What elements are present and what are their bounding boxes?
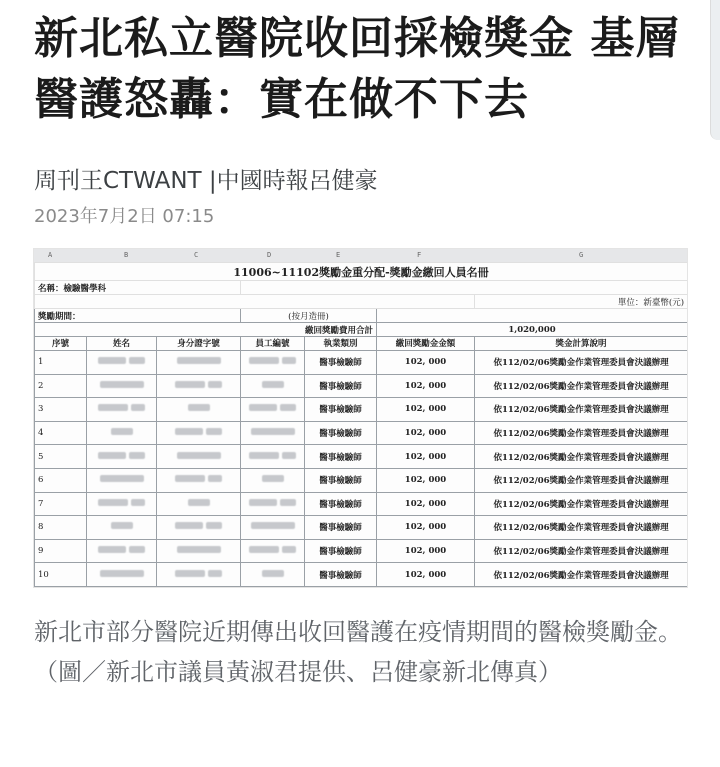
scrollbar[interactable] — [710, 0, 720, 140]
table-row — [35, 492, 688, 516]
col-letter: B — [124, 251, 129, 259]
redacted-staff-no — [241, 492, 305, 516]
period-note: (按月造冊) — [241, 309, 377, 323]
row-number: 5 — [35, 445, 87, 469]
redaction-blur — [249, 357, 279, 364]
redaction-blur — [175, 522, 203, 529]
row-number: 9 — [35, 539, 87, 563]
redaction-blur — [249, 546, 279, 553]
image-caption: 新北市部分醫院近期傳出收回醫護在疫情期間的醫檢獎勵金。（圖／新北市議員黃淑君提供、呂健豪新北傳真） — [34, 618, 682, 686]
table-row — [35, 374, 688, 398]
redacted-name — [87, 398, 157, 422]
practice-type: 醫事檢驗師 — [305, 350, 377, 374]
redaction-blur — [175, 381, 205, 388]
redacted-id — [157, 492, 241, 516]
unit-label: 單位：新臺幣(元) — [475, 295, 688, 309]
calc-note: 依112/02/06獎勵金作業管理委員會決議辦理 — [475, 421, 688, 445]
redacted-name — [87, 492, 157, 516]
redaction-blur — [175, 428, 203, 435]
header-cell: 身分證字號 — [157, 336, 241, 350]
redaction-blur — [249, 404, 277, 411]
redaction-blur — [251, 428, 295, 435]
redaction-blur — [98, 452, 126, 459]
return-amount: 102, 000 — [377, 445, 475, 469]
redaction-blur — [262, 570, 284, 577]
row-number: 1 — [35, 350, 87, 374]
article-headline: 新北私立醫院收回採檢獎金 基層醫護怒轟：實在做不下去 — [34, 13, 681, 125]
redaction-blur — [249, 499, 277, 506]
calc-note: 依112/02/06獎勵金作業管理委員會決議辦理 — [475, 468, 688, 492]
header-cell: 姓名 — [87, 336, 157, 350]
redacted-name — [87, 563, 157, 587]
redacted-id — [157, 374, 241, 398]
redacted-name — [87, 445, 157, 469]
col-letter: G — [579, 251, 584, 259]
redaction-blur — [251, 522, 295, 529]
redaction-blur — [100, 381, 144, 388]
redaction-blur — [262, 381, 284, 388]
calc-note: 依112/02/06獎勵金作業管理委員會決議辦理 — [475, 374, 688, 398]
col-letter: D — [267, 251, 272, 259]
calc-note: 依112/02/06獎勵金作業管理委員會決議辦理 — [475, 492, 688, 516]
redacted-staff-no — [241, 398, 305, 422]
header-cell: 執業類別 — [305, 336, 377, 350]
practice-type: 醫事檢驗師 — [305, 374, 377, 398]
redacted-id — [157, 516, 241, 540]
redaction-blur — [177, 546, 221, 553]
redaction-blur — [175, 475, 205, 482]
redaction-blur — [208, 475, 222, 482]
redacted-id — [157, 421, 241, 445]
redaction-blur — [280, 499, 296, 506]
header-cell: 獎金計算說明 — [475, 336, 688, 350]
redacted-staff-no — [241, 374, 305, 398]
redacted-name — [87, 468, 157, 492]
table-row — [35, 563, 688, 587]
header-cell: 繳回獎勵金金額 — [377, 336, 475, 350]
redaction-blur — [175, 570, 205, 577]
redaction-blur — [208, 381, 222, 388]
table-row — [35, 398, 688, 422]
redaction-blur — [111, 428, 133, 435]
redaction-blur — [282, 357, 296, 364]
return-amount: 102, 000 — [377, 350, 475, 374]
redaction-blur — [208, 570, 222, 577]
redaction-blur — [98, 499, 128, 506]
redaction-blur — [100, 570, 144, 577]
redacted-staff-no — [241, 516, 305, 540]
redaction-blur — [188, 499, 210, 506]
practice-type: 醫事檢驗師 — [305, 492, 377, 516]
row-number: 3 — [35, 398, 87, 422]
table-row — [35, 516, 688, 540]
redaction-blur — [188, 404, 210, 411]
redaction-blur — [129, 452, 145, 459]
total-value: 1,020,000 — [377, 323, 688, 337]
period-label: 獎勵期間： — [35, 309, 241, 323]
row-number: 7 — [35, 492, 87, 516]
row-number: 8 — [35, 516, 87, 540]
sheet-title: 11006~11102獎勵金重分配-獎勵金繳回人員名冊 — [35, 263, 688, 281]
table-row — [35, 468, 688, 492]
reward-return-table — [34, 262, 688, 587]
col-letter: A — [48, 251, 53, 259]
redacted-id — [157, 563, 241, 587]
practice-type: 醫事檢驗師 — [305, 421, 377, 445]
calc-note: 依112/02/06獎勵金作業管理委員會決議辦理 — [475, 563, 688, 587]
redacted-id — [157, 350, 241, 374]
col-letter: E — [336, 251, 341, 259]
table-row — [35, 539, 688, 563]
redacted-staff-no — [241, 563, 305, 587]
redacted-id — [157, 398, 241, 422]
practice-type: 醫事檢驗師 — [305, 445, 377, 469]
redaction-blur — [280, 404, 296, 411]
practice-type: 醫事檢驗師 — [305, 398, 377, 422]
row-number: 10 — [35, 563, 87, 587]
return-amount: 102, 000 — [377, 398, 475, 422]
redacted-name — [87, 350, 157, 374]
redaction-blur — [249, 452, 279, 459]
practice-type: 醫事檢驗師 — [305, 468, 377, 492]
redacted-name — [87, 374, 157, 398]
redaction-blur — [177, 452, 221, 459]
table-row — [35, 421, 688, 445]
redaction-blur — [206, 522, 222, 529]
practice-type: 醫事檢驗師 — [305, 539, 377, 563]
practice-type: 醫事檢驗師 — [305, 563, 377, 587]
redacted-staff-no — [241, 445, 305, 469]
redacted-staff-no — [241, 468, 305, 492]
calc-note: 依112/02/06獎勵金作業管理委員會決議辦理 — [475, 445, 688, 469]
redacted-id — [157, 445, 241, 469]
redacted-staff-no — [241, 350, 305, 374]
redacted-id — [157, 539, 241, 563]
article-image[interactable] — [33, 248, 688, 588]
publish-date: 2023年7月2日 07:15 — [34, 206, 215, 227]
redaction-blur — [177, 357, 221, 364]
return-amount: 102, 000 — [377, 468, 475, 492]
calc-note: 依112/02/06獎勵金作業管理委員會決議辦理 — [475, 516, 688, 540]
table-row — [35, 445, 688, 469]
spreadsheet-column-header — [34, 249, 687, 263]
calc-note: 依112/02/06獎勵金作業管理委員會決議辦理 — [475, 398, 688, 422]
return-amount: 102, 000 — [377, 539, 475, 563]
practice-type: 醫事檢驗師 — [305, 516, 377, 540]
redacted-name — [87, 516, 157, 540]
redaction-blur — [111, 522, 133, 529]
redacted-name — [87, 539, 157, 563]
dept-label: 名稱：檢驗醫學科 — [35, 281, 241, 295]
row-number: 4 — [35, 421, 87, 445]
redaction-blur — [100, 475, 144, 482]
return-amount: 102, 000 — [377, 421, 475, 445]
redacted-name — [87, 421, 157, 445]
col-letter: F — [417, 251, 422, 259]
redacted-staff-no — [241, 539, 305, 563]
table-row — [35, 350, 688, 374]
redacted-id — [157, 468, 241, 492]
redaction-blur — [98, 404, 128, 411]
redaction-blur — [282, 452, 296, 459]
redaction-blur — [129, 357, 145, 364]
return-amount: 102, 000 — [377, 492, 475, 516]
redaction-blur — [98, 546, 126, 553]
return-amount: 102, 000 — [377, 516, 475, 540]
redaction-blur — [262, 475, 284, 482]
return-amount: 102, 000 — [377, 374, 475, 398]
article-source[interactable]: 周刊王CTWANT |中國時報呂健豪 — [34, 168, 378, 194]
total-label: 繳回獎勵費用合計 — [35, 323, 377, 337]
return-amount: 102, 000 — [377, 563, 475, 587]
redaction-blur — [282, 546, 296, 553]
header-cell: 員工編號 — [241, 336, 305, 350]
calc-note: 依112/02/06獎勵金作業管理委員會決議辦理 — [475, 539, 688, 563]
redaction-blur — [131, 499, 145, 506]
row-number: 2 — [35, 374, 87, 398]
col-letter: C — [194, 251, 199, 259]
redaction-blur — [131, 404, 145, 411]
row-number: 6 — [35, 468, 87, 492]
header-cell: 序號 — [35, 336, 87, 350]
redaction-blur — [129, 546, 145, 553]
calc-note: 依112/02/06獎勵金作業管理委員會決議辦理 — [475, 350, 688, 374]
redacted-staff-no — [241, 421, 305, 445]
redaction-blur — [206, 428, 222, 435]
redaction-blur — [98, 357, 126, 364]
